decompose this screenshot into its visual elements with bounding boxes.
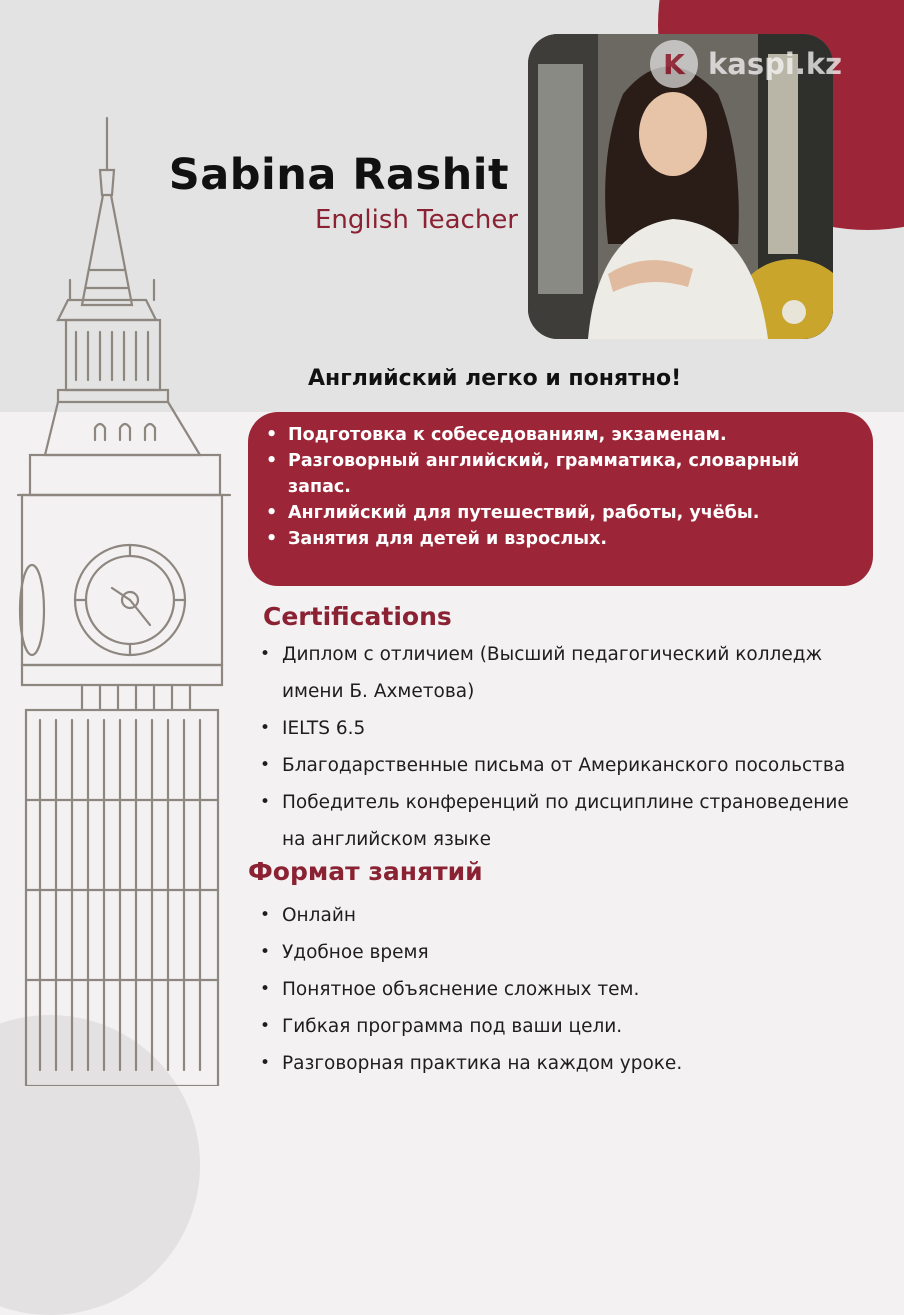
certifications-list (258, 636, 878, 858)
certifications-heading: Certifications (263, 602, 452, 631)
format-item: • Удобное время (258, 934, 858, 971)
highlights-box (248, 412, 873, 586)
slogan: Английский легко и понятно! (308, 366, 682, 391)
kaspi-watermark (650, 40, 842, 88)
certification-item: • Благодарственные письма от Американского посольства (258, 747, 878, 784)
kaspi-logo-icon: K (650, 40, 698, 88)
big-ben-illustration (0, 110, 240, 1086)
highlight-item: • Разговорный английский, грамматика, словарный запас. (288, 448, 853, 500)
teacher-title: English Teacher (315, 205, 518, 235)
format-item: • Понятное объяснение сложных тем. (258, 971, 858, 1008)
kaspi-watermark-text: kaspi.kz (708, 47, 842, 81)
certification-item: • Победитель конференций по дисциплине страноведение на английском языке (258, 784, 878, 858)
format-list (258, 897, 858, 1082)
format-item: • Разговорная практика на каждом уроке. (258, 1045, 858, 1082)
certification-item: • IELTS 6.5 (258, 710, 878, 747)
format-item: • Онлайн (258, 897, 858, 934)
highlight-item: • Английский для путешествий, работы, учёбы. (288, 500, 853, 526)
highlights-list (248, 412, 873, 552)
certification-item: • Диплом с отличием (Высший педагогический колледж имени Б. Ахметова) (258, 636, 878, 710)
format-heading: Формат занятий (248, 857, 483, 886)
highlight-item: • Подготовка к собеседованиям, экзаменам. (288, 422, 853, 448)
teacher-name: Sabina Rashit (168, 150, 509, 200)
highlight-item: • Занятия для детей и взрослых. (288, 526, 853, 552)
format-item: • Гибкая программа под ваши цели. (258, 1008, 858, 1045)
